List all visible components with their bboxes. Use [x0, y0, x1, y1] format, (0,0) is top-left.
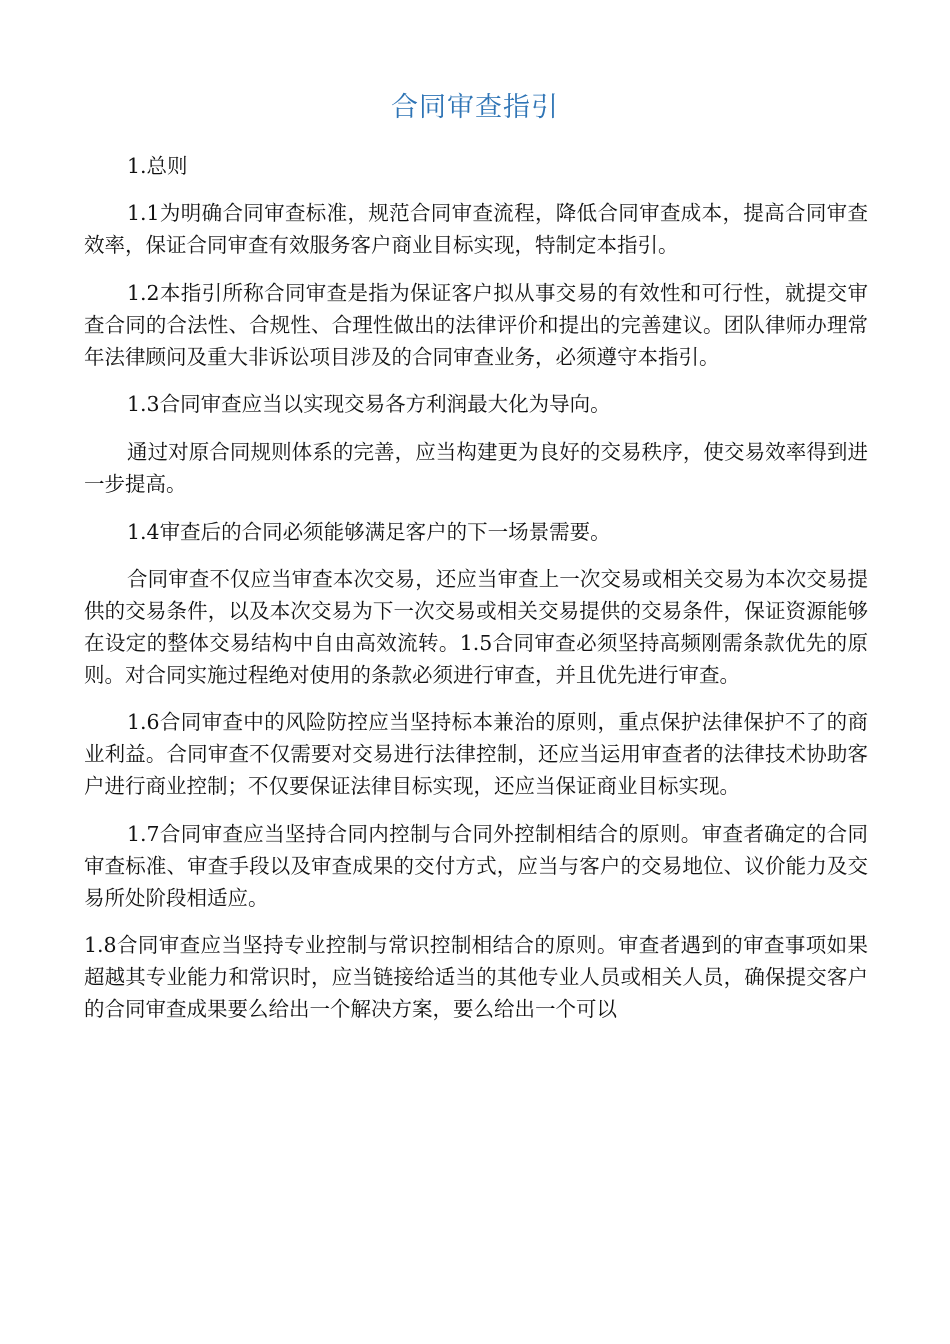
paragraph-1-4-detail: 合同审查不仅应当审查本次交易，还应当审查上一次交易或相关交易为本次交易提供的交易条件，以及本次交易为下一次交易或相关交易提供的交易条件，保证资源能够在设定的整体交易结构中自由高效流转。1.5合同审查必须坚持高频刚需条款优先的原则。对合同实施过程绝对使用的条款必须进行审查，并且优先进行审查。	[84, 567, 868, 687]
paragraph-1-3: 1.3合同审查应当以实现交易各方利润最大化为导向。	[127, 392, 611, 416]
paragraph-1-3-detail: 通过对原合同规则体系的完善，应当构建更为良好的交易秩序，使交易效率得到进一步提高。	[84, 440, 868, 496]
paragraph-1-8: 1.8合同审查应当坚持专业控制与常识控制相结合的原则。审查者遇到的审查事项如果超越其专业能力和常识时，应当链接给适当的其他专业人员或相关人员，确保提交客户的合同审查成果要么给出一个解决方案，要么给出一个可以	[84, 933, 868, 1021]
paragraph-1-2: 1.2本指引所称合同审查是指为保证客户拟从事交易的有效性和可行性，就提交审查合同的合法性、合规性、合理性做出的法律评价和提出的完善建议。团队律师办理常年法律顾问及重大非诉讼项目涉及的合同审查业务，必须遵守本指引。	[84, 281, 868, 369]
paragraph-section-1: 1.总则	[127, 154, 188, 178]
document-body	[84, 150, 868, 1025]
document-title: 合同审查指引	[391, 92, 559, 123]
paragraph-1-4: 1.4审查后的合同必须能够满足客户的下一场景需要。	[127, 520, 611, 544]
paragraph-1-6: 1.6合同审查中的风险防控应当坚持标本兼治的原则，重点保护法律保护不了的商业利益。合同审查不仅需要对交易进行法律控制，还应当运用审查者的法律技术协助客户进行商业控制；不仅要保证法律目标实现，还应当保证商业目标实现。	[84, 710, 868, 798]
paragraph-1-1: 1.1为明确合同审查标准，规范合同审查流程，降低合同审查成本，提高合同审查效率，保证合同审查有效服务客户商业目标实现，特制定本指引。	[84, 201, 868, 257]
paragraph-1-7: 1.7合同审查应当坚持合同内控制与合同外控制相结合的原则。审查者确定的合同审查标准、审查手段以及审查成果的交付方式，应当与客户的交易地位、议价能力及交易所处阶段相适应。	[84, 822, 868, 910]
